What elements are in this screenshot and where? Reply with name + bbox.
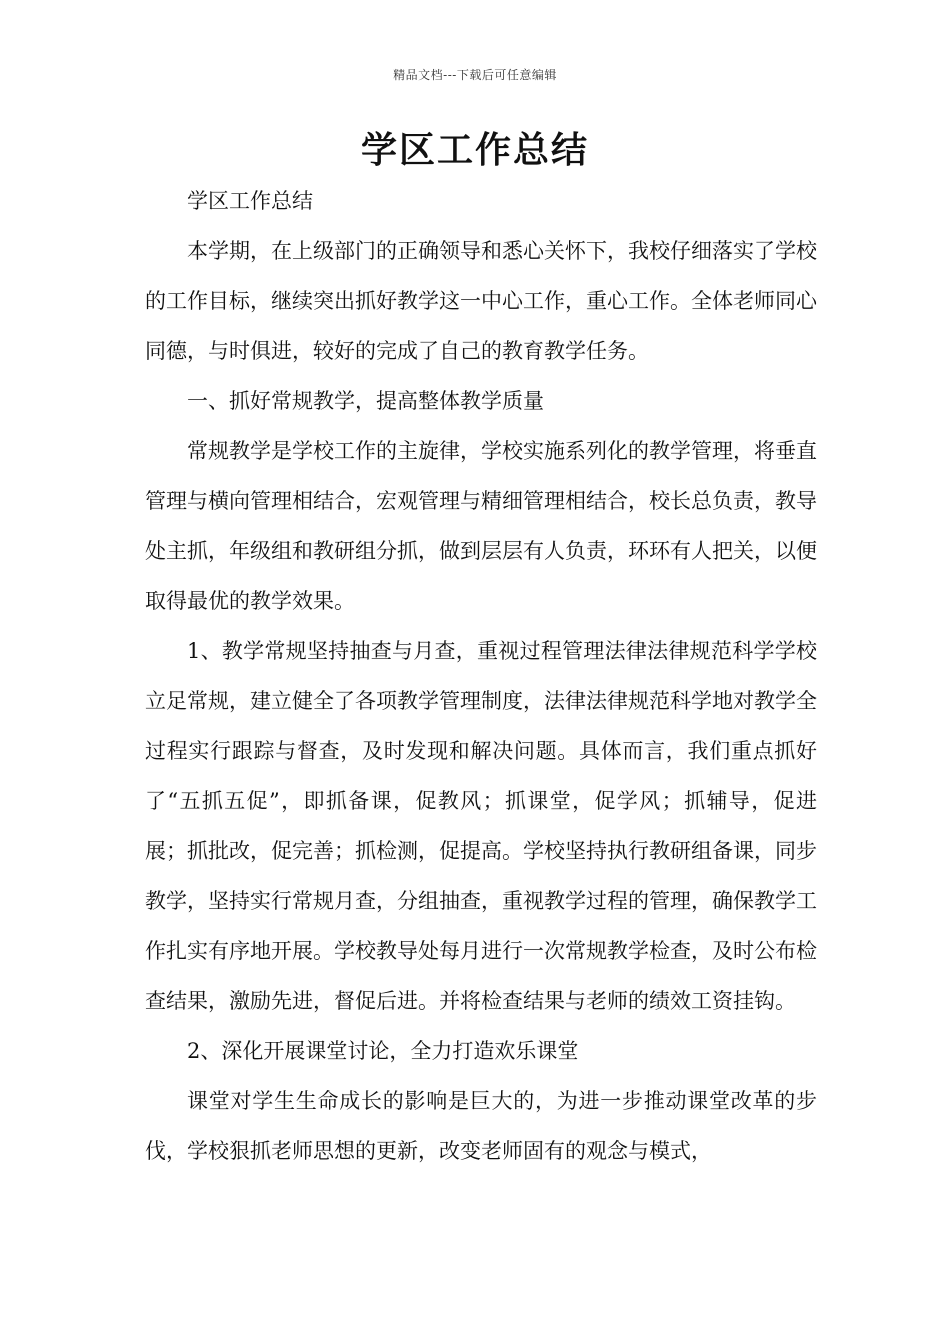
paragraph-intro: 本学期，在上级部门的正确领导和悉心关怀下，我校仔细落实了学校的工作目标，继续突出抓好教学这一中心工作，重心工作。全体老师同心同德，与时俱进，较好的完成了自己的教育教学任务。	[145, 239, 817, 363]
paragraph-item-1: 1、教学常规坚持抽查与月查，重视过程管理法律法律规范科学学校立足常规，建立健全了各项教学管理制度，法律法律规范科学地对教学全过程实行跟踪与督查，及时发现和解决问题。具体而言，我们重点抓好了“五抓五促”，即抓备课，促教风；抓课堂，促学风；抓辅导，促进展；抓批改，促完善；抓检测，促提高。学校坚持执行教研组备课，同步教学，坚持实行常规月查，分组抽查，重视教学过程的管理，确保教学工作扎实有序地开展。学校教导处每月进行一次常规教学检查，及时公布检查结果，激励先进，督促后进。并将检查结果与老师的绩效工资挂钩。	[145, 639, 817, 1013]
section-heading-1: 一、抓好常规教学，提高整体教学质量	[187, 389, 544, 413]
subheading-item-2: 2、深化开展课堂讨论，全力打造欢乐课堂	[187, 1039, 579, 1063]
paragraph-routine-teaching: 常规教学是学校工作的主旋律，学校实施系列化的教学管理，将垂直管理与横向管理相结合，宏观管理与精细管理相结合，校长总负责，教导处主抓，年级组和教研组分抓，做到层层有人负责，环环有人把关，以便取得最优的教学效果。	[145, 439, 817, 613]
header-note: 精品文档---下载后可任意编辑	[393, 68, 557, 82]
document-title: 学区工作总结	[360, 130, 589, 171]
paragraph-subtitle: 学区工作总结	[187, 189, 313, 213]
document-body	[145, 176, 817, 1176]
paragraph-classroom: 课堂对学生生命成长的影响是巨大的，为进一步推动课堂改革的步伐，学校狠抓老师思想的更新，改变老师固有的观念与模式，	[145, 1089, 817, 1163]
